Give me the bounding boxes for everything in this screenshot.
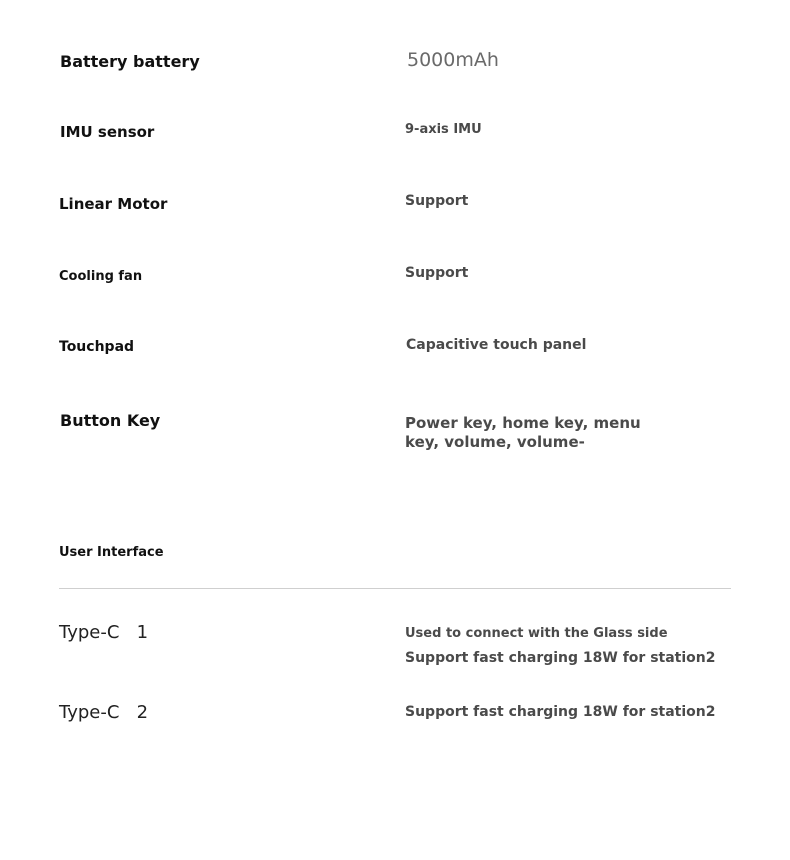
port-value-type-c-1-line2: Support fast charging 18W for station2 xyxy=(405,650,716,666)
spec-value-touchpad: Capacitive touch panel xyxy=(406,337,587,353)
spec-label-touchpad: Touchpad xyxy=(59,339,135,355)
port-label-type-c-2: Type-C 2 xyxy=(59,702,149,723)
port-value-type-c-2-line1: Support fast charging 18W for station2 xyxy=(405,704,716,720)
port-value-type-c-1-line1: Used to connect with the Glass side xyxy=(405,626,668,641)
section-title-user-interface: User Interface xyxy=(59,545,164,560)
spec-value-battery: 5000mAh xyxy=(407,49,499,71)
spec-label-imu: IMU sensor xyxy=(60,123,155,141)
port-label-type-c-1: Type-C 1 xyxy=(59,622,149,643)
spec-value-cooling-fan: Support xyxy=(405,265,469,281)
spec-value-linear-motor: Support xyxy=(405,193,469,209)
spec-label-cooling-fan: Cooling fan xyxy=(59,269,143,284)
spec-label-battery: Battery battery xyxy=(60,52,200,71)
spec-label-button-key: Button Key xyxy=(60,411,161,430)
spec-value-imu: 9-axis IMU xyxy=(405,122,482,137)
spec-label-linear-motor: Linear Motor xyxy=(59,195,168,213)
section-divider xyxy=(59,588,731,589)
spec-value-button-key-line2: key, volume, volume- xyxy=(405,433,585,451)
spec-value-button-key-line1: Power key, home key, menu xyxy=(405,414,641,432)
